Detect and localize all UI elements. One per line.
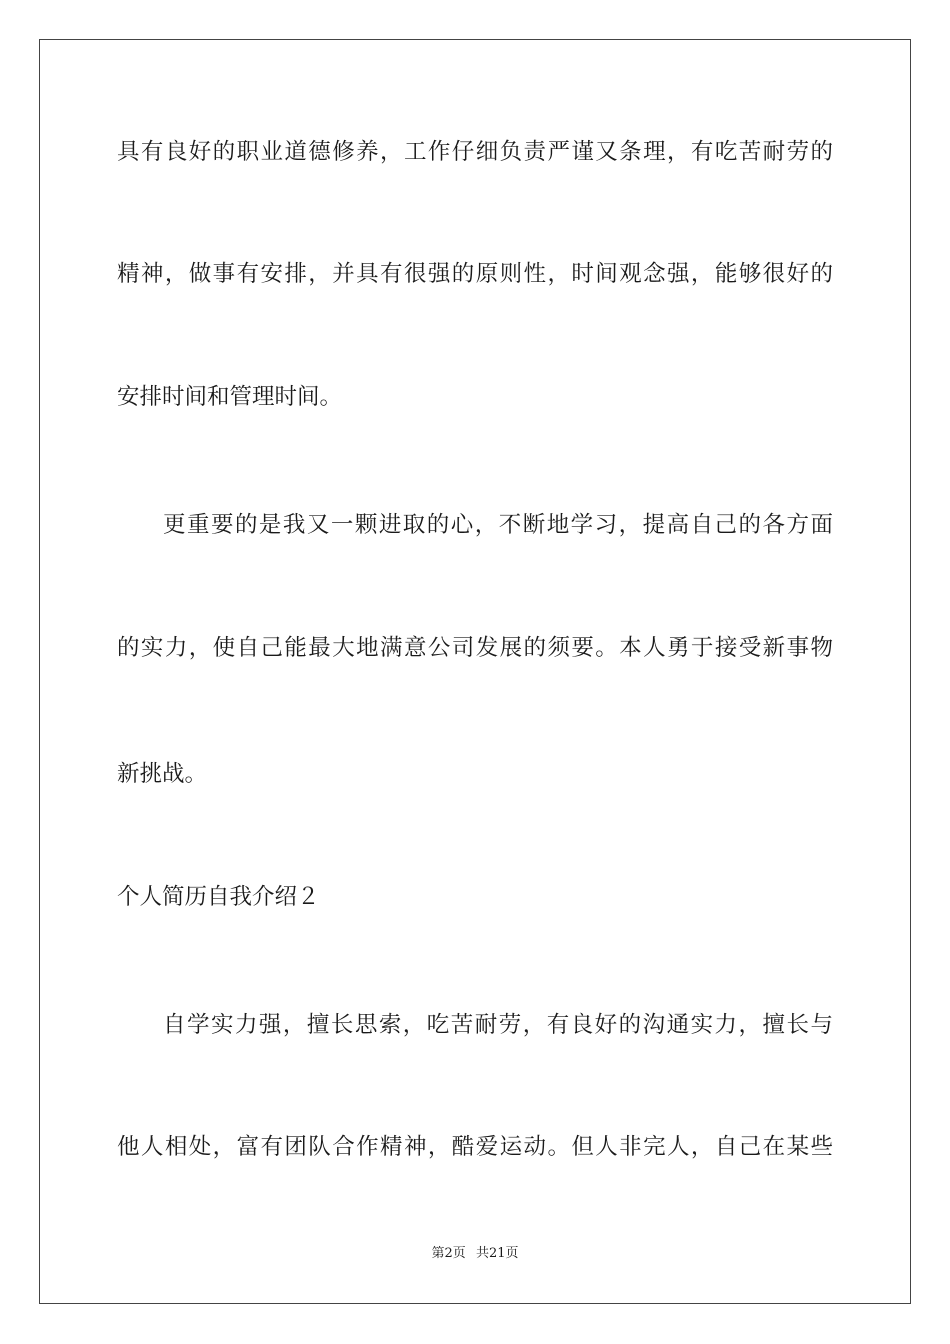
body-text-line-2: 精神，做事有安排，并具有很强的原则性，时间观念强，能够很好的 [117,261,833,287]
page-number: 第2页 [431,1246,466,1261]
page-border [39,39,911,1304]
body-text-line-4: 更重要的是我又一颗进取的心，不断地学习，提高自己的各方面 [163,512,833,538]
page-footer [0,1246,950,1262]
total-pages: 共21页 [475,1246,519,1261]
body-text-line-6: 新挑战。 [117,761,208,787]
body-text-line-7: 自学实力强，擅长思索，吃苦耐劳，有良好的沟通实力，擅长与 [163,1012,833,1038]
body-text-line-3: 安排时间和管理时间。 [117,384,343,410]
section-heading: 个人简历自我介绍２ [117,884,320,910]
body-text-line-5: 的实力，使自己能最大地满意公司发展的须要。本人勇于接受新事物 [117,635,833,661]
body-text-line-8: 他人相处，富有团队合作精神，酷爱运动。但人非完人，自己在某些 [117,1134,833,1160]
body-text-line-1: 具有良好的职业道德修养，工作仔细负责严谨又条理，有吃苦耐劳的 [117,139,833,165]
